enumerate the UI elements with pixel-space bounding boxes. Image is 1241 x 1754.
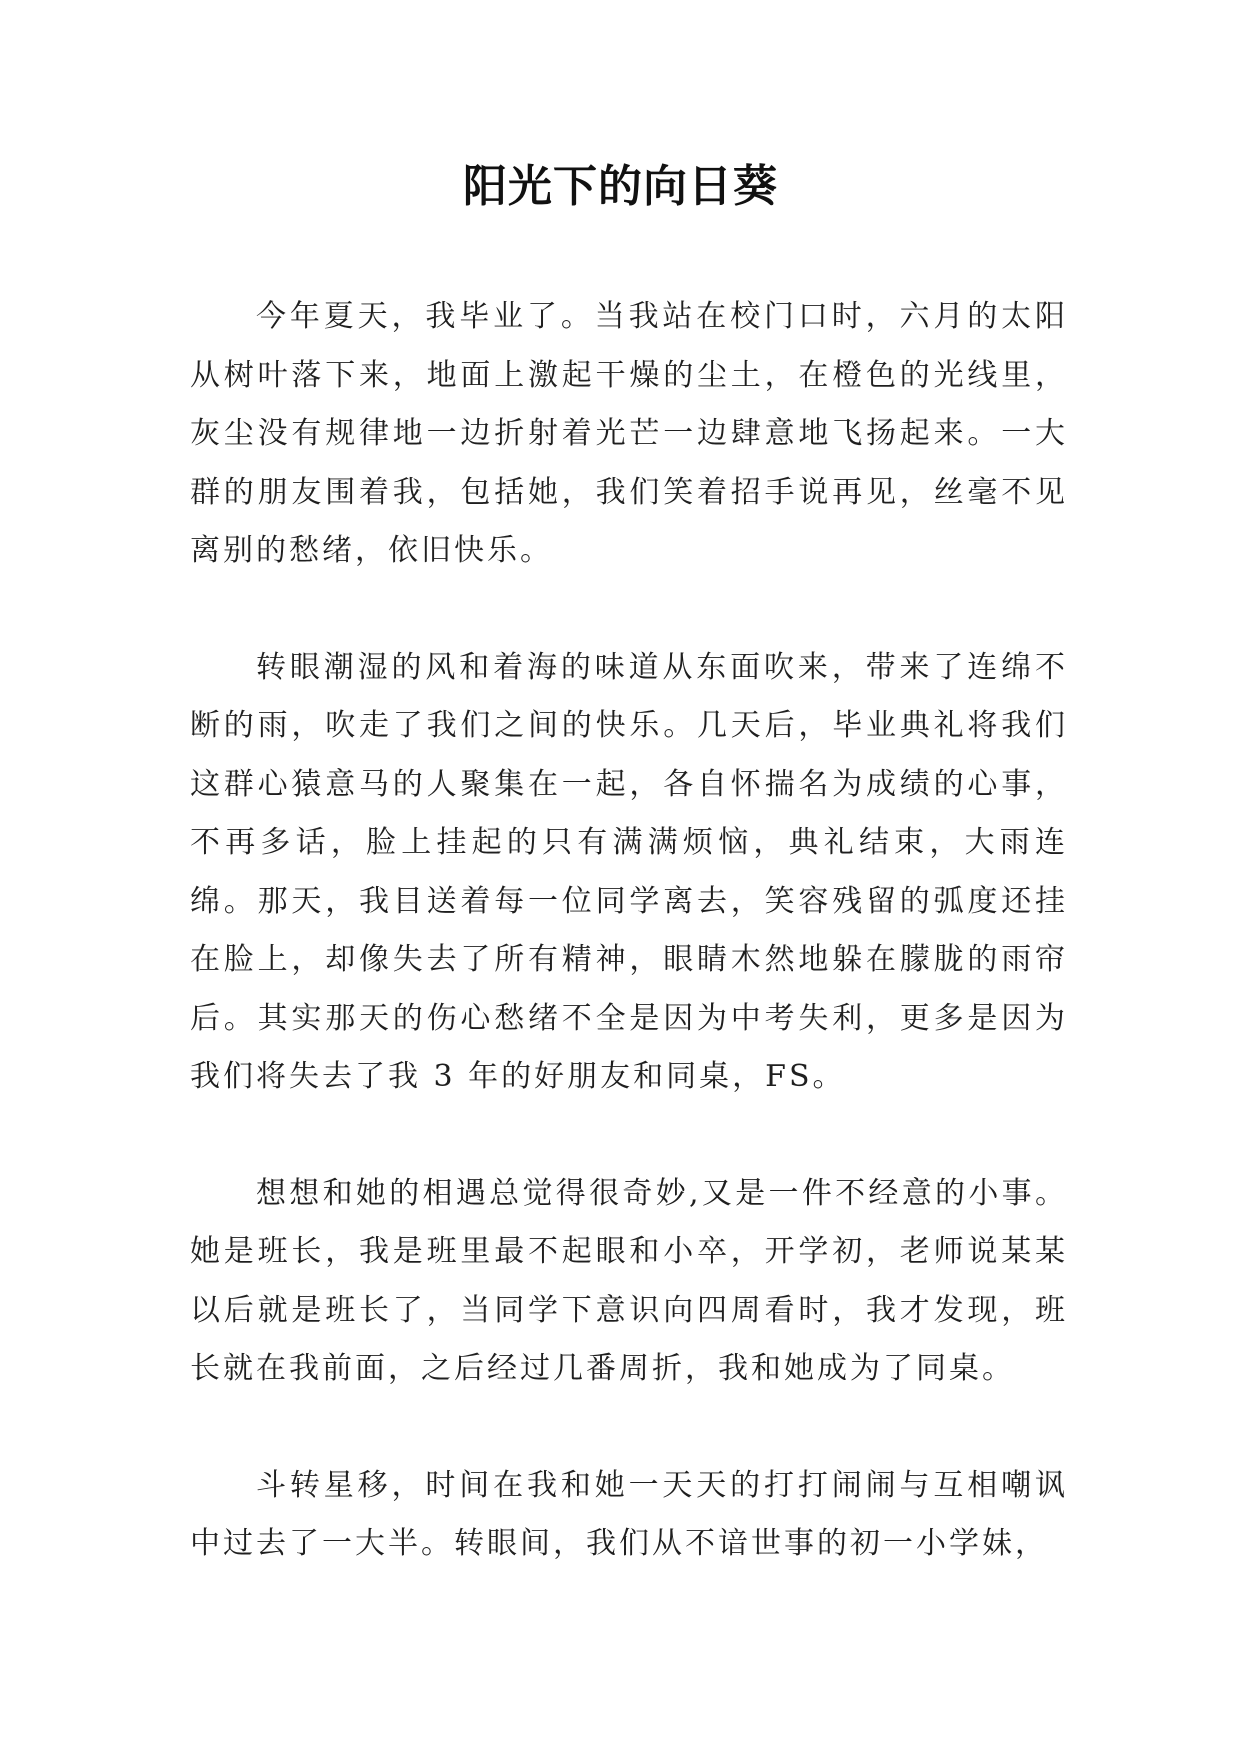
document-title: 阳光下的向日葵 [463,161,778,212]
paragraph-3: 想想和她的相遇总觉得很奇妙,又是一件不经意的小事。她是班长，我是班里最不起眼和小卒，开学初，老师说某某以后就是班长了，当同学下意识向四周看时，我才发现，班长就在我前面，之后经过几番周折，我和她成为了同桌。 [190,1175,1068,1386]
paragraph-4: 斗转星移，时间在我和她一天天的打打闹闹与互相嘲讽中过去了一大半。转眼间，我们从不谙世事的初一小学妹， [190,1467,1068,1561]
paragraph-2: 转眼潮湿的风和着海的味道从东面吹来，带来了连绵不断的雨，吹走了我们之间的快乐。几天后，毕业典礼将我们这群心猿意马的人聚集在一起，各自怀揣名为成绩的心事，不再多话，脸上挂起的只有满满烦恼，典礼结束，大雨连绵。那天，我目送着每一位同学离去，笑容残留的弧度还挂在脸上，却像失去了所有精神，眼睛木然地躲在朦胧的雨帘后。其实那天的伤心愁绪不全是因为中考失利，更多是因为我们将失去了我 3 年的好朋友和同桌，FS。 [190,649,1068,1094]
paragraph-1: 今年夏天，我毕业了。当我站在校门口时，六月的太阳从树叶落下来，地面上激起干燥的尘土，在橙色的光线里，灰尘没有规律地一边折射着光芒一边肆意地飞扬起来。一大群的朋友围着我，包括她，我们笑着招手说再见，丝毫不见离别的愁绪，依旧快乐。 [190,299,1068,568]
document-body [190,288,1068,1574]
